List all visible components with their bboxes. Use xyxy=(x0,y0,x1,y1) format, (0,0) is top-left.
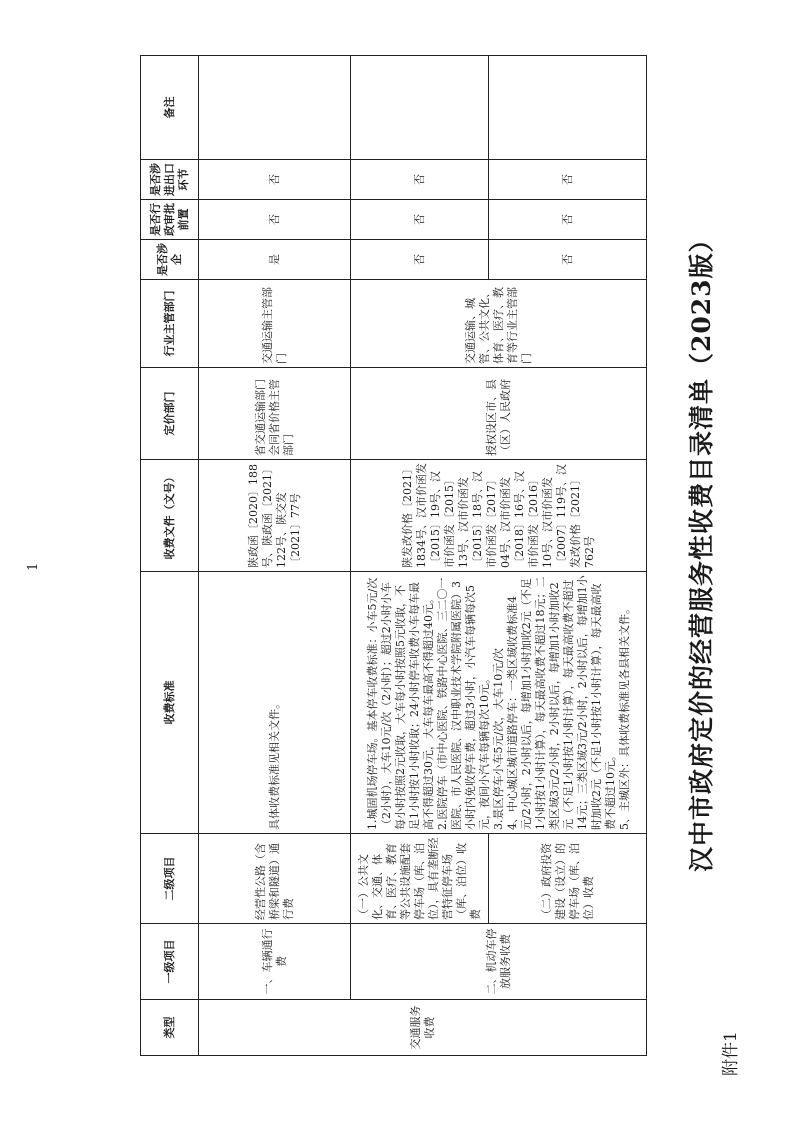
cell-authority: 交通运输、城管、公共文化、体育、医疗、教育等行业主管部门 xyxy=(351,280,647,368)
cell-standard: 具体收费标准见相关文件。 xyxy=(199,572,351,834)
standard-part-1: 1.城固机场停车场。基本停车收费标准：小车5元/次（2小时），大车10元/次（2小时）；超过2小时小车每小时按照2元收取，大车每小时按照5元收取，不足1小时按1小时收取；24小时停车收费小车每车最高不得超过30元，大车每车最高不得超过40元。 2.医院停车（市中心医院、铁路中心医院、三二〇一医院、市人民医院、汉中职业技术学院附属医院）3小时内免收停车费，超过3小时，小汽车每辆每次5元，夜间小汽车每辆每次10元。 3.景区停车小车5元/次，大车10元/次 xyxy=(365,577,505,830)
cell-enterprise: 否 xyxy=(489,240,647,280)
table-row xyxy=(199,56,351,1056)
header-export: 是否涉进出口环节 xyxy=(141,160,199,200)
header-level2: 二级项目 xyxy=(141,834,199,924)
cell-enterprise: 是 xyxy=(199,240,351,280)
header-authority: 行业主管部门 xyxy=(141,280,199,368)
cell-category: 交通服务收费 xyxy=(199,1000,647,1056)
header-approval: 是否行政审批前置 xyxy=(141,200,199,240)
cell-level1: 一、车辆通行费 xyxy=(199,924,351,1000)
attachment-label: 附件1 xyxy=(721,1031,741,1076)
cell-authority: 交通运输主管部门 xyxy=(199,280,351,368)
cell-approval: 否 xyxy=(351,200,489,240)
cell-level2: （一）公共文化、交通、体育、医疗、教育等公共设施配套停车场（库、泊位），具有垄断经营特征停车场（库、泊位）收费 xyxy=(351,834,489,924)
standard-part-2: 4、中心城区城市道路停车：一类区域收费标准4元/2小时，2小时以后，每增加1小时加收2元（不足1小时按1小时计算），每天最高收费不超过18元；二类区域3元/2小时，2小时以后，每增加1小时加收2元（不足1小时按1小时计算），每天最高收费不超过14元；三类区域3元/2小时，2小时以后，每增加1小时加收2元（不足1小时按1小时计算），每天最高收费不超过10元。 5、主城区外：具体收费标准见各县相关文件。 xyxy=(505,575,631,830)
cell-note xyxy=(489,56,647,160)
header-enterprise: 是否涉企 xyxy=(141,240,199,280)
cell-note xyxy=(351,56,489,160)
page-number: 1 xyxy=(26,562,41,571)
header-document: 收费文件（文号） xyxy=(141,460,199,572)
header-standard: 收费标准 xyxy=(141,572,199,834)
cell-approval: 否 xyxy=(199,200,351,240)
cell-note xyxy=(199,56,351,160)
cell-enterprise: 否 xyxy=(351,240,489,280)
cell-level2: （二）政府投资建设（设立）的停车场（库、泊位）收费 xyxy=(489,834,647,924)
cell-dept: 授权设区市、县（区）人民政府 xyxy=(351,368,647,460)
table-header-row xyxy=(141,56,199,1056)
cell-dept: 省交通运输部门会同省价格主管部门 xyxy=(199,368,351,460)
table-row xyxy=(351,56,489,1056)
cell-level1: 二、机动车停放服务收费 xyxy=(351,924,647,1000)
fee-table xyxy=(140,55,647,1056)
cell-approval: 否 xyxy=(489,200,647,240)
cell-export: 否 xyxy=(199,160,351,200)
page-title: 汉中市政府定价的经营服务性收费目录清单（2023版） xyxy=(687,226,716,872)
cell-standard xyxy=(351,572,647,834)
cell-export: 否 xyxy=(351,160,489,200)
header-level1: 一级项目 xyxy=(141,924,199,1000)
header-dept: 定价部门 xyxy=(141,368,199,460)
header-category: 类型 xyxy=(141,1000,199,1056)
cell-level2: 经营性公路（含桥梁和隧道）通行费 xyxy=(199,834,351,924)
cell-export: 否 xyxy=(489,160,647,200)
cell-document: 陕政函〔2020〕188号、陕政函〔2021〕122号、陕交发〔2021〕77号 xyxy=(199,460,351,572)
cell-document: 陕发改价格〔2021〕1834号、汉市价函发〔2015〕19号、汉市价函发〔2015〕13号、汉市价函发〔2015〕18号、汉市价函发〔2017〕04号、汉市价函发〔2018〕16号、汉市价函发〔2016〕10号、汉市价函发〔2007〕119号、汉发改价格〔2021〕762号 xyxy=(351,460,647,572)
header-note: 备注 xyxy=(141,56,199,160)
